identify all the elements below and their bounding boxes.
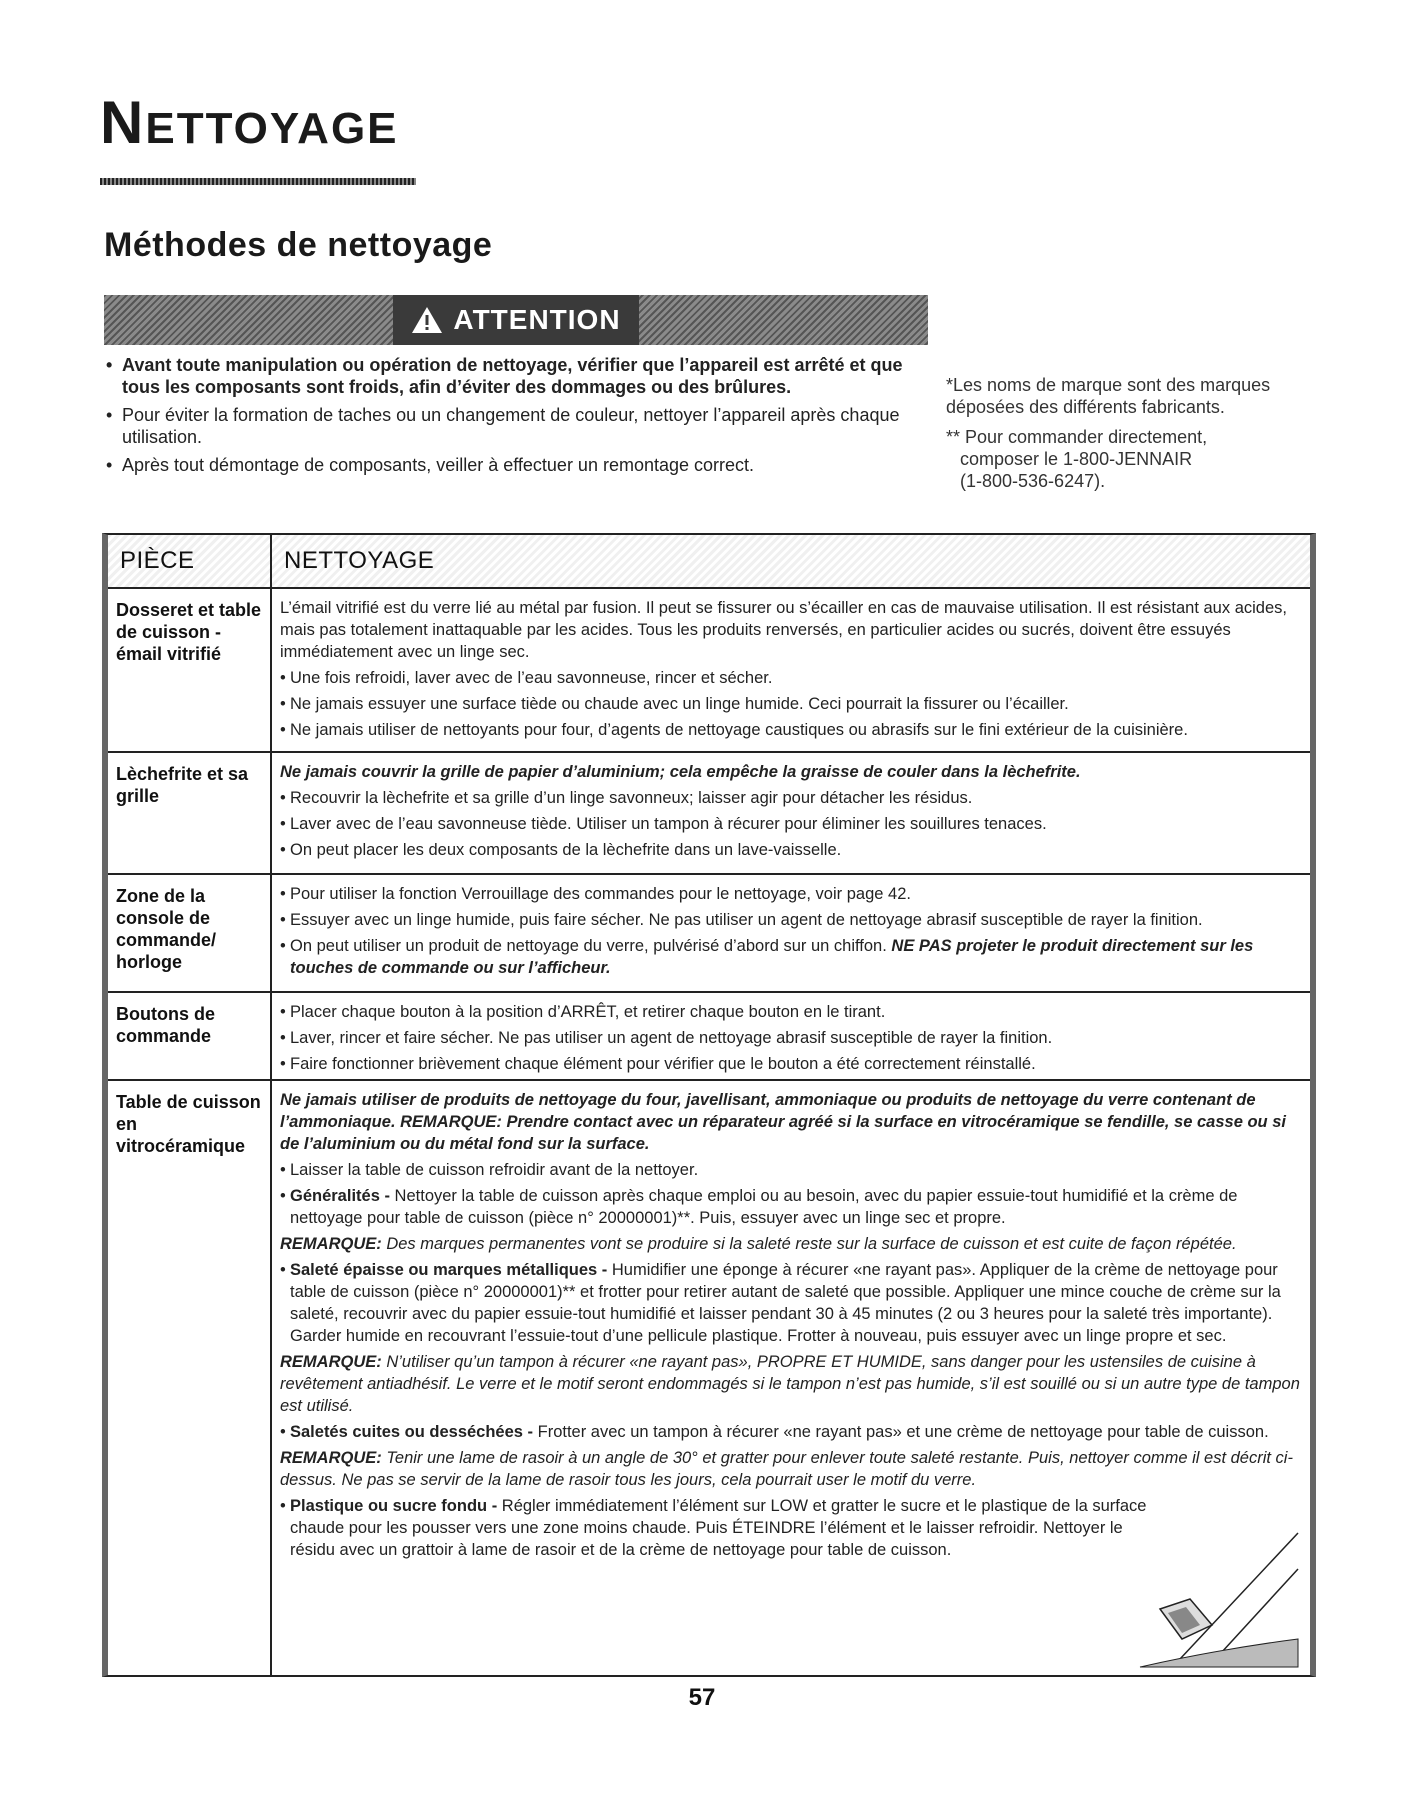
generalites-text: Nettoyer la table de cuisson après chaque emploi ou au besoin, avec du papier essuie-tout humidifié et la crème de nettoyage pour table de cuisson (pièce n° 20000001)**. Puis, essuyer avec un linge sec et propre.: [290, 1187, 1238, 1227]
row-piece: Table de cuisson en vitrocéramique: [108, 1081, 272, 1677]
page-title: [100, 88, 399, 157]
row-bullet: • Laver, rincer et faire sécher. Ne pas utiliser un agent de nettoyage abrasif susceptible de rayer la finition.: [280, 1027, 1302, 1049]
remark-label: REMARQUE:: [280, 1235, 382, 1253]
table-row: [108, 589, 1310, 753]
order-note-line1: ** Pour commander directement,: [946, 427, 1208, 447]
header-cleaning: NETTOYAGE: [284, 547, 435, 574]
header-piece: PIÈCE: [108, 535, 272, 587]
remark: [280, 1447, 1302, 1491]
row-bullet: • Laisser la table de cuisson refroidir avant de la nettoyer.: [280, 1159, 1302, 1181]
dried-dirt-label: Saletés cuites ou desséchées -: [290, 1423, 534, 1441]
row-bullet-emphasis: NE PAS projeter le produit directement sur les touches de commande ou sur l’afficheur.: [290, 937, 1254, 977]
page-number: 57: [688, 1684, 716, 1711]
row-bullet: • Ne jamais utiliser de nettoyants pour four, d’agents de nettoyage caustiques ou abrasifs sur le fini extérieur de la cuisinière.: [280, 719, 1302, 741]
attention-item: • Avant toute manipulation ou opération de nettoyage, vérifier que l’appareil est arrêté et que tous les composants sont froids, afin d’éviter des dommages ou des brûlures.: [104, 354, 924, 398]
row-bullet: • Recouvrir la lèchefrite et sa grille d’un linge savonneux; laisser agir pour détacher les résidus.: [280, 787, 1302, 809]
remark: [280, 1233, 1302, 1255]
razor-scraper-illustration: [1120, 1529, 1300, 1669]
row-cleaning: [272, 753, 1310, 873]
row-bullet: • Ne jamais essuyer une surface tiède ou chaude avec un linge humide. Ceci pourrait la fissurer ou l’écailler.: [280, 693, 1302, 715]
remark-text: N’utiliser qu’un tampon à récurer «ne rayant pas», PROPRE ET HUMIDE, sans danger pour les ustensiles de cuisine à revêtement antiadhésif. Le verre et le motif seront endommagés si le tampon n’est pas humide, s’il est souillé ou si un autre type de tampon est utilisé.: [280, 1353, 1300, 1415]
row-bullet: • Placer chaque bouton à la position d’ARRÊT, et retirer chaque bouton en le tirant.: [280, 1001, 1302, 1023]
table-row: [108, 1081, 1310, 1677]
attention-label-box: [393, 295, 638, 345]
title-initial: N: [100, 89, 146, 156]
row-bullet: [280, 1185, 1302, 1229]
table-row: [108, 875, 1310, 993]
melted-plastic-text: Régler immédiatement l’élément sur LOW et gratter le sucre et le plastique de la surface chaude pour les pousser vers une zone moins chaude. Puis ÉTEINDRE l’élément et le laisser refroidir. Nettoyer le résidu avec un grattoir à lame de rasoir et de la crème de nettoyage pour table de cuisson.: [290, 1497, 1147, 1559]
thick-dirt-text: Humidifier une éponge à récurer «ne rayant pas». Appliquer de la crème de nettoyage pour table de cuisson (pièce n° 20000001)** et frotter pour retirer autant de saleté que possible. Appliquer une mince couche de crème sur la saleté, recouvrir avec du papier essuie-tout humidifié et laisser pendant 30 à 45 minutes (2 ou 3 heures pour la saleté très importante). Garder humide en recouvrant l’essuie-tout d’une pellicule plastique. Frotter à nouveau, puis essuyer avec un linge propre et sec.: [290, 1261, 1281, 1345]
attention-item: • Pour éviter la formation de taches ou un changement de couleur, nettoyer l’appareil après chaque utilisation.: [104, 404, 924, 448]
row-cleaning: [272, 993, 1310, 1079]
remark: [280, 1351, 1302, 1417]
remark-label: REMARQUE:: [280, 1449, 382, 1467]
row-cleaning: [272, 875, 1310, 991]
attention-banner: [104, 295, 928, 345]
generalites-label: Généralités -: [290, 1187, 390, 1205]
row-bullet: [280, 1421, 1302, 1443]
remark-text: Des marques permanentes vont se produire si la saleté reste sur la surface de cuisson et est cuite de façon répétée.: [381, 1235, 1237, 1253]
row-bullet: • Faire fonctionner brièvement chaque élément pour vérifier que le bouton a été correctement réinstallé.: [280, 1053, 1302, 1075]
title-underline: [100, 178, 416, 185]
attention-item: • Après tout démontage de composants, veiller à effectuer un remontage correct.: [104, 454, 924, 476]
row-intro: L’émail vitrifié est du verre lié au métal par fusion. Il peut se fissurer ou s’écailler en cas de mauvaise utilisation. Il est résistant aux acides, mais pas totalement inattaquable par les acides. Tous les produits renversés, en particulier acides ou sucrés, doivent être essuyés immédiatement avec un linge sec.: [280, 599, 1287, 661]
dried-dirt-text: Frotter avec un tampon à récurer «ne rayant pas» et une crème de nettoyage pour table de cuisson.: [533, 1423, 1269, 1441]
title-rest: ETTOYAGE: [145, 104, 399, 153]
row-bullet: • Une fois refroidi, laver avec de l’eau savonneuse, rincer et sécher.: [280, 667, 1302, 689]
row-warning: Ne jamais utiliser de produits de nettoyage du four, javellisant, ammoniaque ou produits de nettoyage du verre contenant de l’ammoniaque. REMARQUE: Prendre contact avec un réparateur agréé si la surface en vitrocéramique se fendille, se casse ou si de l’aluminium ou du métal fond sur la surface.: [280, 1091, 1286, 1153]
table-row: [108, 993, 1310, 1081]
trademark-note: *Les noms de marque sont des marques déposées des différents fabricants.: [946, 375, 1271, 417]
row-piece: Boutons de commande: [108, 993, 272, 1079]
warning-triangle-icon: [411, 305, 443, 335]
row-bullet: • On peut placer les deux composants de la lèchefrite dans un lave-vaisselle.: [280, 839, 1302, 861]
order-note-line3: (1-800-536-6247).: [960, 471, 1106, 491]
row-bullet: • Essuyer avec un linge humide, puis faire sécher. Ne pas utiliser un agent de nettoyage abrasif susceptible de rayer la finition.: [280, 909, 1302, 931]
melted-plastic-label: Plastique ou sucre fondu -: [290, 1497, 498, 1515]
remark-text: Tenir une lame de rasoir à un angle de 30° et gratter pour enlever toute saleté restante. Puis, nettoyer comme il est décrit ci-dessus. Ne pas se servir de la lame de rasoir tous les jours, cela pourrait user le motif du verre.: [280, 1449, 1293, 1489]
section-title: Méthodes de nettoyage: [104, 226, 493, 264]
row-warning: Ne jamais couvrir la grille de papier d’aluminium; cela empêche la graisse de couler dans la lèchefrite.: [280, 763, 1081, 781]
remark-label: REMARQUE:: [280, 1353, 382, 1371]
row-piece: Zone de la console de commande/ horloge: [108, 875, 272, 991]
thick-dirt-label: Saleté épaisse ou marques métalliques -: [290, 1261, 608, 1279]
cleaning-table: [102, 533, 1316, 1677]
row-bullet: • Laver avec de l’eau savonneuse tiède. Utiliser un tampon à récurer pour éliminer les souillures tenaces.: [280, 813, 1302, 835]
row-bullet: [280, 1259, 1302, 1347]
row-bullet: • Pour utiliser la fonction Verrouillage des commandes pour le nettoyage, voir page 42.: [280, 883, 1302, 905]
row-bullet-text: On peut utiliser un produit de nettoyage du verre, pulvérisé d’abord sur un chiffon.: [290, 937, 892, 955]
row-piece: Lèchefrite et sa grille: [108, 753, 272, 873]
attention-list: [104, 354, 924, 482]
side-notes: [946, 374, 1276, 500]
row-cleaning: [272, 589, 1310, 751]
attention-label: ATTENTION: [453, 304, 621, 335]
row-bullet: [280, 935, 1302, 979]
row-piece: Dosseret et table de cuisson - émail vitrifié: [108, 589, 272, 751]
table-header: [108, 535, 1310, 589]
order-note-line2: composer le 1-800-JENNAIR: [960, 449, 1193, 469]
table-row: [108, 753, 1310, 875]
